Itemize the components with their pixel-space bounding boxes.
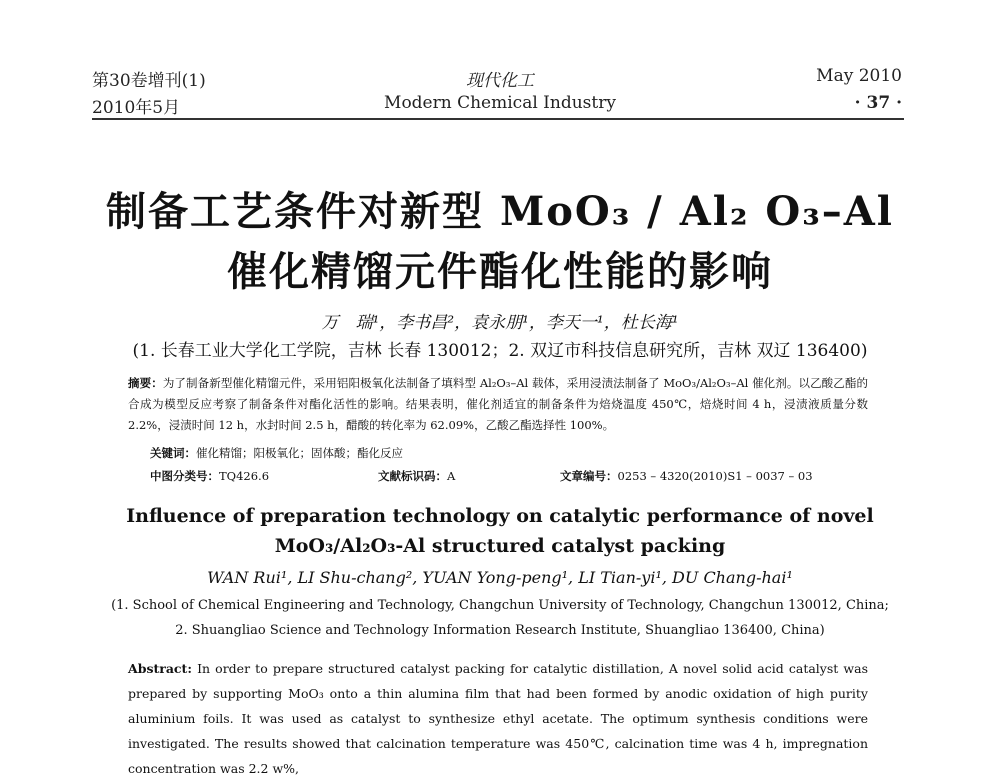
document-code — [378, 468, 455, 484]
affiliation-en-line1: (1. School of Chemical Engineering and Technology, Changchun University of Technology, Changchun 130012, China; — [111, 598, 889, 613]
art-label: 文章编号： — [560, 469, 618, 483]
doc-label: 文献标识码： — [378, 469, 447, 483]
title-en-line1: Influence of preparation technology on catalytic performance of novel — [126, 505, 874, 527]
header-date-en: May 2010 — [816, 66, 902, 86]
header-divider — [92, 118, 904, 120]
clc-value: TQ426.6 — [219, 469, 270, 483]
abstract-en-text: In order to prepare structured catalyst packing for catalytic distillation, A novel solid acid catalyst was prepared by supporting MoO₃ onto a thin alumina film that had been formed by anodic oxidation of high purity aluminium foils. It was used as catalyst to synthesize ethyl acetate. The optimum synthesis conditions were investigated. The results showed that calcination temperature was 450℃, calcination time was 4 h, impregnation concentration was 2.2 w%, — [128, 661, 868, 776]
keywords-cn — [150, 445, 403, 461]
publication-date: 2010年5月 — [92, 98, 181, 118]
art-value: 0253 – 4320(2010)S1 – 0037 – 03 — [617, 469, 813, 483]
abstract-cn-label: 摘要： — [128, 376, 163, 390]
title-en-line2: MoO₃/Al₂O₃-Al structured catalyst packing — [274, 535, 726, 557]
journal-name-en: Modern Chemical Industry — [384, 93, 616, 113]
abstract-en-label: Abstract: — [128, 661, 192, 676]
abstract-cn-text: 为了制备新型催化精馏元件，采用铝阳极氧化法制备了填料型 Al₂O₃–Al 载体，采用浸渍法制备了 MoO₃/Al₂O₃–Al 催化剂。以乙酸乙酯的合成为模型反应考察了制备条件对酯化活性的影响。结果表明，催化剂适宜的制备条件为焙烧温度 450℃，焙烧时间 4 h，浸渍液质量分数 2.2%，浸渍时间 12 h，水封时间 2.5 h，醋酸的转化率为 62.09%，乙酸乙酯选择性 100%。 — [128, 376, 868, 432]
clc-number — [150, 468, 269, 484]
doc-value: A — [447, 469, 456, 483]
affiliation-en-line2: 2. Shuangliao Science and Technology Information Research Institute, Shuangliao 136400, China) — [175, 623, 825, 638]
clc-label: 中图分类号： — [150, 469, 219, 483]
abstract-en — [128, 656, 868, 781]
affiliation-cn: (1. 长春工业大学化工学院，吉林 长春 130012；2. 双辽市科技信息研究所，吉林 双辽 136400) — [132, 341, 868, 361]
authors-en: WAN Rui¹, LI Shu-chang², YUAN Yong-peng¹, LI Tian-yi¹, DU Chang-hai¹ — [207, 568, 793, 587]
keywords-cn-label: 关键词： — [150, 446, 196, 460]
volume-issue: 第30卷增刊(1) — [92, 71, 206, 91]
authors-cn: 万 瑞¹，李书昌²，袁永朋¹，李天一¹，杜长海¹ — [321, 313, 679, 333]
title-cn-line1 — [0, 180, 1000, 237]
title-cn-line1-text: 制备工艺条件对新型 — [106, 189, 484, 235]
article-number — [560, 468, 813, 484]
page-number: · 37 · — [854, 93, 902, 113]
keywords-cn-text: 催化精馏；阳极氧化；固体酸；酯化反应 — [196, 446, 403, 460]
abstract-cn — [128, 373, 868, 436]
title-cn-line1-formula: MoO₃ / Al₂ O₃–Al — [499, 188, 894, 235]
journal-name-cn: 现代化工 — [466, 71, 534, 91]
title-cn-line2: 催化精馏元件酯化性能的影响 — [227, 249, 773, 295]
